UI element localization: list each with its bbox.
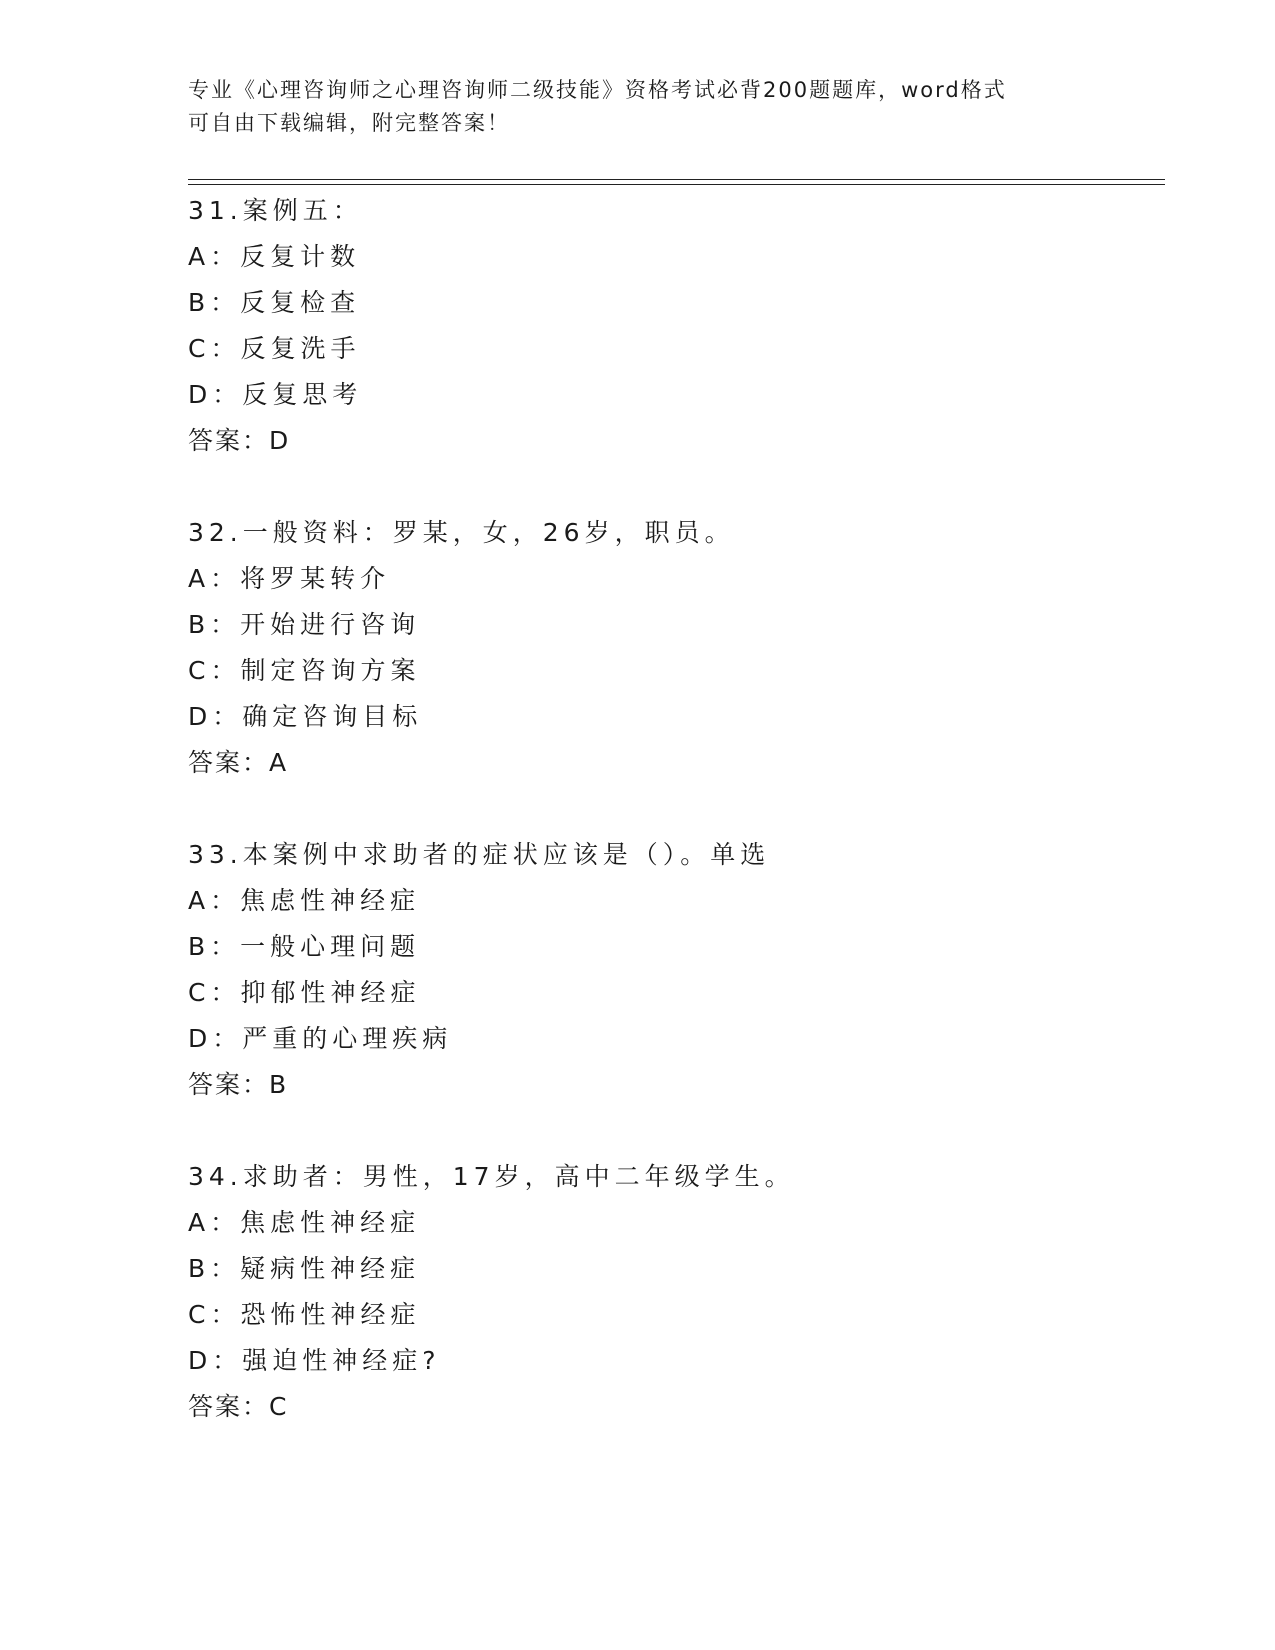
option-b: B：开始进行咨询	[188, 610, 421, 639]
question-stem: 31.案例五：	[188, 196, 363, 225]
option-d: D：严重的心理疾病	[188, 1024, 453, 1053]
question-item	[188, 510, 1168, 786]
answer-line	[188, 740, 1168, 786]
answer-line	[188, 1062, 1168, 1108]
header-title-line-1: 专业《心理咨询师之心理咨询师二级技能》资格考试必背200题题库，word格式	[188, 78, 1007, 102]
option-b: B：反复检查	[188, 288, 361, 317]
question-item	[188, 1154, 1168, 1430]
option-a: A：将罗某转介	[188, 564, 391, 593]
header-title-line-2: 可自由下载编辑，附完整答案！	[188, 111, 510, 135]
option-d: D：强迫性神经症?	[188, 1346, 441, 1375]
question-item	[188, 832, 1168, 1108]
answer-label: 答案：	[188, 1392, 270, 1421]
option-c: C：制定咨询方案	[188, 656, 421, 685]
option-a: A：焦虑性神经症	[188, 1208, 421, 1237]
question-stem: 34.求助者：男性，17岁，高中二年级学生。	[188, 1162, 795, 1191]
answer-label: 答案：	[188, 748, 270, 777]
answer-value: D	[269, 426, 289, 455]
option-c: C：反复洗手	[188, 334, 361, 363]
question-stem: 33.本案例中求助者的症状应该是（）。单选	[188, 840, 771, 869]
question-list	[188, 188, 1168, 1476]
option-a: A：焦虑性神经症	[188, 886, 421, 915]
option-d: D：反复思考	[188, 380, 363, 409]
option-c: C：恐怖性神经症	[188, 1300, 421, 1329]
answer-line	[188, 418, 1168, 464]
option-b: B：一般心理问题	[188, 932, 421, 961]
document-header	[188, 74, 1088, 140]
option-a: A：反复计数	[188, 242, 361, 271]
header-divider-top	[188, 179, 1165, 180]
answer-line	[188, 1384, 1168, 1430]
option-d: D：确定咨询目标	[188, 702, 423, 731]
answer-value: A	[269, 748, 287, 777]
option-c: C：抑郁性神经症	[188, 978, 421, 1007]
header-divider-bottom	[188, 184, 1165, 185]
answer-label: 答案：	[188, 1070, 270, 1099]
answer-value: B	[269, 1070, 287, 1099]
option-b: B：疑病性神经症	[188, 1254, 421, 1283]
question-stem: 32.一般资料：罗某，女，26岁，职员。	[188, 518, 735, 547]
question-item	[188, 188, 1168, 464]
answer-label: 答案：	[188, 426, 270, 455]
answer-value: C	[269, 1392, 287, 1421]
